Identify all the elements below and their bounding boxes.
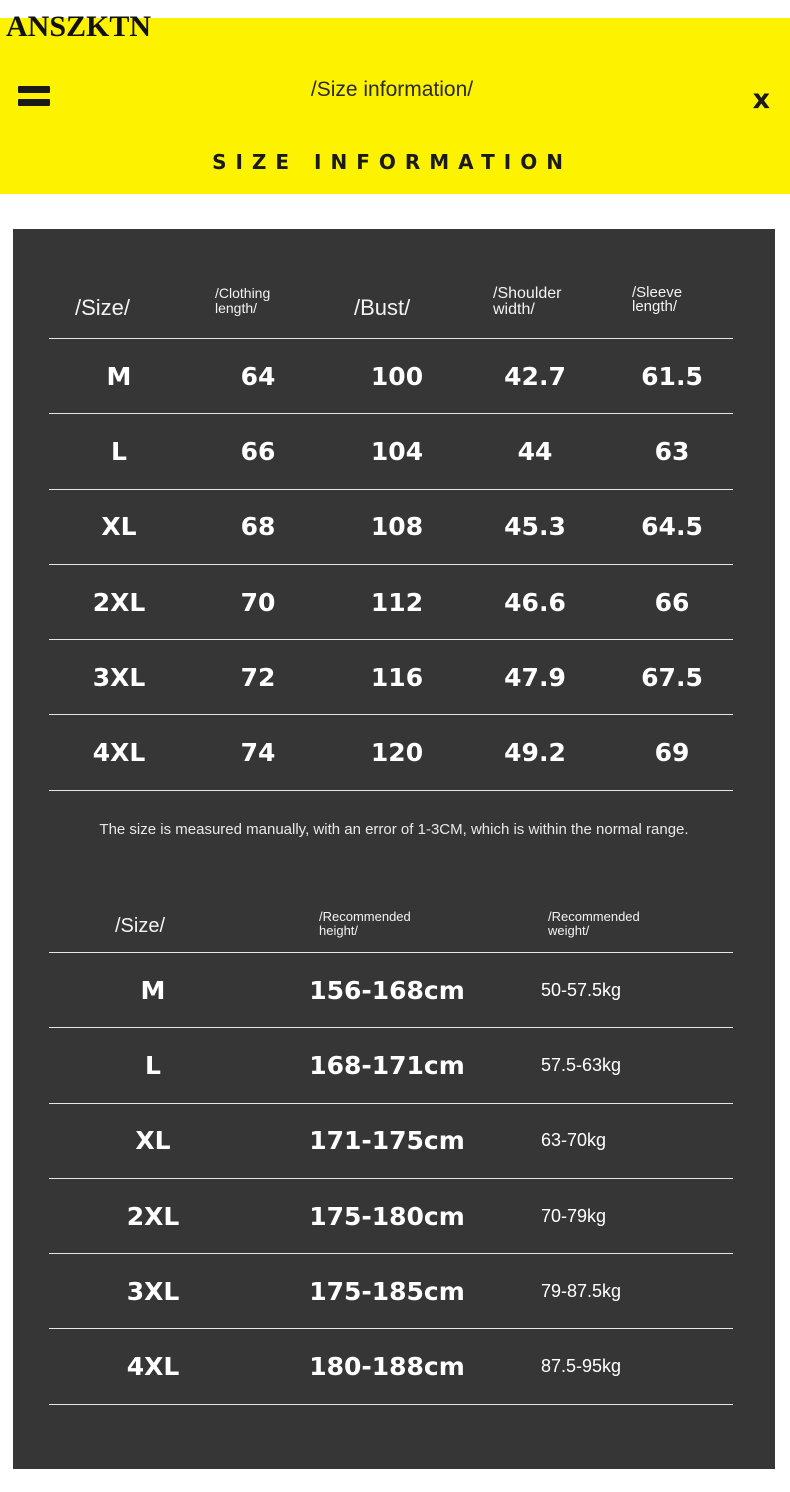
table-cell: 112: [370, 587, 424, 617]
table-cell: 69: [654, 738, 690, 768]
size-table: [49, 269, 733, 791]
table-cell: 44: [517, 436, 553, 466]
table-cell: 70: [240, 587, 276, 617]
table-cell: 156-168cm: [309, 975, 465, 1005]
measurement-note: The size is measured manually, with an error of 1-3CM, which is within the normal range.: [99, 821, 689, 838]
table-cell: 64.5: [641, 512, 703, 542]
header-sleeve-length: /Sleeve length/: [632, 284, 683, 315]
table-cell: 120: [370, 738, 424, 768]
table-row: [49, 1179, 733, 1254]
table-cell: 66: [240, 436, 276, 466]
recommend-table: [49, 884, 733, 1405]
table-cell: 64: [240, 361, 276, 391]
table-row: [49, 640, 733, 715]
table-row: [49, 565, 733, 640]
table-cell: 171-175cm: [309, 1126, 465, 1156]
table-cell: 100: [370, 361, 424, 391]
table-cell: 87.5-95kg: [541, 1356, 622, 1377]
table-cell: 104: [370, 436, 424, 466]
size-chart-panel: [13, 229, 775, 1469]
table-cell: XL: [135, 1126, 171, 1156]
table-row: [49, 715, 733, 790]
table-cell: 168-171cm: [309, 1050, 465, 1080]
table-cell: 42.7: [504, 361, 566, 391]
table-cell: 68: [240, 512, 276, 542]
table-cell: 72: [240, 662, 276, 692]
table-cell: 4XL: [92, 738, 146, 768]
table-cell: 47.9: [504, 662, 566, 692]
header-recommended-weight: /Recommended weight/: [548, 909, 640, 938]
table-row: [49, 414, 733, 489]
table-cell: 63-70kg: [541, 1130, 607, 1151]
table-cell: 175-180cm: [309, 1201, 465, 1231]
table-cell: 2XL: [126, 1201, 180, 1231]
table-cell: 116: [370, 662, 424, 692]
table-cell: XL: [101, 512, 137, 542]
brand-logo: ANSZKTN: [6, 10, 152, 43]
table-cell: 66: [654, 587, 690, 617]
table-cell: 70-79kg: [541, 1205, 607, 1226]
table-cell: 45.3: [504, 512, 566, 542]
header-bust: /Bust/: [354, 295, 411, 320]
table-cell: 57.5-63kg: [541, 1054, 622, 1075]
table-cell: 67.5: [641, 662, 703, 692]
table-cell: L: [111, 436, 127, 466]
table-row: [49, 1254, 733, 1329]
table-row: [49, 1329, 733, 1404]
header-recommended-height: /Recommended height/: [319, 909, 411, 938]
table-row: [49, 339, 733, 414]
table-cell: M: [106, 361, 132, 391]
table-cell: 3XL: [92, 662, 146, 692]
table-cell: 74: [240, 738, 276, 768]
table-row: [49, 1104, 733, 1179]
table-cell: 2XL: [92, 587, 146, 617]
table-cell: 3XL: [126, 1276, 180, 1306]
table-row: [49, 953, 733, 1028]
table-cell: 50-57.5kg: [541, 979, 622, 1000]
table-cell: 63: [654, 436, 690, 466]
table-cell: 4XL: [126, 1352, 180, 1382]
table-cell: M: [140, 975, 166, 1005]
table-cell: L: [145, 1050, 161, 1080]
table-cell: 108: [370, 512, 424, 542]
header-banner: [0, 18, 790, 194]
close-icon[interactable]: x: [752, 84, 770, 115]
header-shoulder-width: /Shoulder width/: [493, 285, 562, 318]
table-cell: 49.2: [504, 738, 566, 768]
table-cell: 180-188cm: [309, 1352, 465, 1382]
table-header: [49, 269, 733, 339]
table-cell: 79-87.5kg: [541, 1280, 622, 1301]
table-header: [49, 884, 733, 953]
header-size: /Size/: [115, 915, 166, 937]
table-cell: 175-185cm: [309, 1276, 465, 1306]
table-row: [49, 1028, 733, 1103]
page-title: /Size information/: [310, 78, 474, 101]
table-cell: 46.6: [504, 587, 566, 617]
header-clothing-length: /Clothing length/: [215, 285, 271, 316]
section-heading: SIZE INFORMATION: [212, 150, 572, 174]
header-size: /Size/: [75, 295, 131, 320]
table-cell: 61.5: [641, 361, 703, 391]
table-row: [49, 490, 733, 565]
